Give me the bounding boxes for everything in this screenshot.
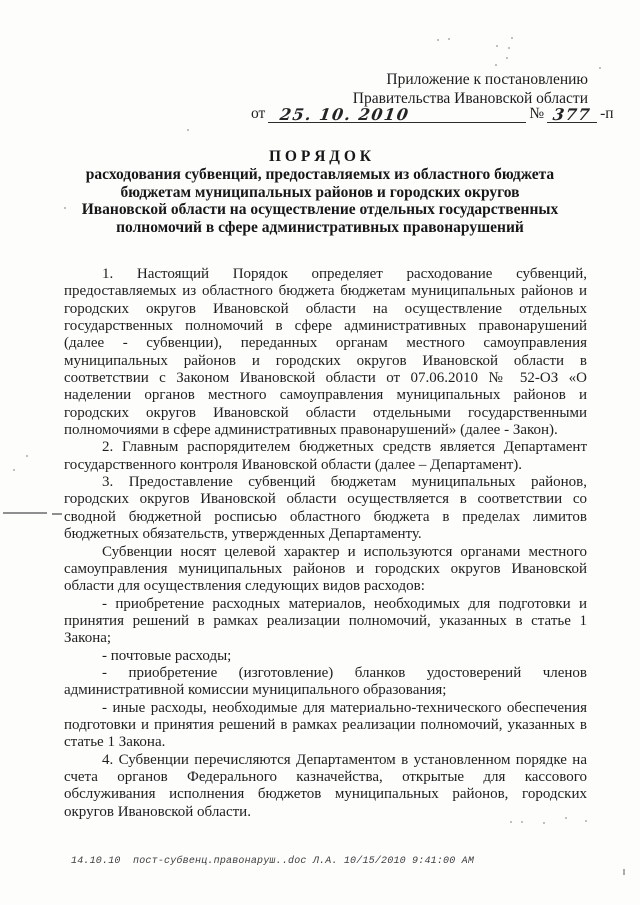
scan-speck <box>599 67 601 69</box>
paragraph: 1. Настоящий Порядок определяет расходование субвенций, предоставляемых из областного бюджета бюджетам муниципальных районов и городских округов Ивановской области на осуществление отдельных государственных полномочий в сфере административных правонарушений (далее - субвенции), переданных органам местного самоуправления муниципальных районов и городских округов Ивановской области в соответствии с Законом Ивановской области от 07.06.2010 № 52-ОЗ «О наделении органов местного самоуправления муниципальных районов и городских округов Ивановской области отдельными государственными полномочиями в сфере административных правонарушений» (далее - Закон). <box>64 266 587 439</box>
scan-speck <box>64 207 66 209</box>
number-suffix-label: -п <box>600 105 614 122</box>
margin-dash-artifact <box>3 512 47 514</box>
margin-dash-artifact <box>52 513 62 515</box>
paragraph: 2. Главным распорядителем бюджетных средств является Департамент государственного контроля Ивановской области (далее – Департамент). <box>64 439 587 473</box>
document-title <box>40 148 600 237</box>
scan-speck <box>496 45 498 47</box>
scan-speck <box>585 820 587 822</box>
list-item-dash: - иные расходы, необходимые для материально-технического обеспечения подготовки и принятия решений в рамках реализации полномочий, указанных в статье 1 Закона. <box>64 699 587 751</box>
scan-speck <box>448 38 450 40</box>
scan-speck <box>13 469 15 471</box>
paragraph: 3. Предоставление субвенций бюджетам муниципальных районов, городских округов Ивановской области осуществляется в соответствии со сводной бюджетной росписью областного бюджета в пределах лимитов бюджетных обязательств, утвержденных Департаменту. <box>64 474 587 543</box>
scan-speck <box>565 817 567 819</box>
scan-speck <box>495 64 497 66</box>
appendix-header-line2: Правительства Ивановской области <box>352 89 588 107</box>
date-number-line <box>251 104 614 123</box>
list-item-dash: - приобретение расходных материалов, необходимых для подготовки и принятия решений в рамках реализации полномочий, указанных в статье 1 Закона; <box>64 595 587 647</box>
scan-speck <box>187 129 189 131</box>
scan-speck <box>508 47 510 49</box>
paragraph: 4. Субвенции перечисляются Департаментом в установленном порядке на счета органов Федерального казначейства, открытые для кассового обслуживания исполнения бюджетов муниципальных районов, городских округов Ивановской области. <box>64 751 587 820</box>
appendix-header-line1: Приложение к постановлению <box>386 71 588 88</box>
document-body <box>64 266 587 821</box>
scan-speck <box>623 869 625 875</box>
scan-speck <box>543 822 545 824</box>
title-line5: полномочий в сфере административных правонарушений <box>116 219 524 237</box>
date-blank-underline <box>268 104 526 123</box>
title-line2: расходования субвенций, предоставляемых из областного бюджета <box>85 165 555 183</box>
title-word: П О Р Я Д О К <box>269 148 371 165</box>
title-line3: бюджетам муниципальных районов и городских округов <box>120 183 520 201</box>
date-prefix-label: от <box>251 105 266 122</box>
number-blank-underline <box>547 104 597 123</box>
scan-speck <box>506 57 508 59</box>
scan-speck <box>437 39 439 41</box>
scan-speck <box>511 37 513 39</box>
title-line4: Ивановской области на осуществление отдельных государственных <box>81 201 559 219</box>
appendix-header <box>353 71 588 108</box>
paragraph: Субвенции носят целевой характер и используются органами местного самоуправления муниципальных районов и городских округов Ивановской области для осуществления следующих видов расходов: <box>64 543 587 595</box>
handwritten-date: 25. 10. 2010 <box>278 105 412 124</box>
number-sign-label: № <box>529 105 545 122</box>
scan-speck <box>26 455 28 457</box>
handwritten-number: 377 <box>551 105 593 124</box>
scan-speck <box>510 821 512 823</box>
scan-speck <box>521 821 523 823</box>
list-item-dash: - почтовые расходы; <box>102 647 232 664</box>
list-item-dash: - приобретение (изготовление) бланков удостоверений членов административной комиссии муниципального образования; <box>64 664 587 699</box>
file-stamp: 14.10.10 пост-субвенц.правонаруш..doc Л.А. 10/15/2010 9:41:00 AM <box>71 856 475 867</box>
